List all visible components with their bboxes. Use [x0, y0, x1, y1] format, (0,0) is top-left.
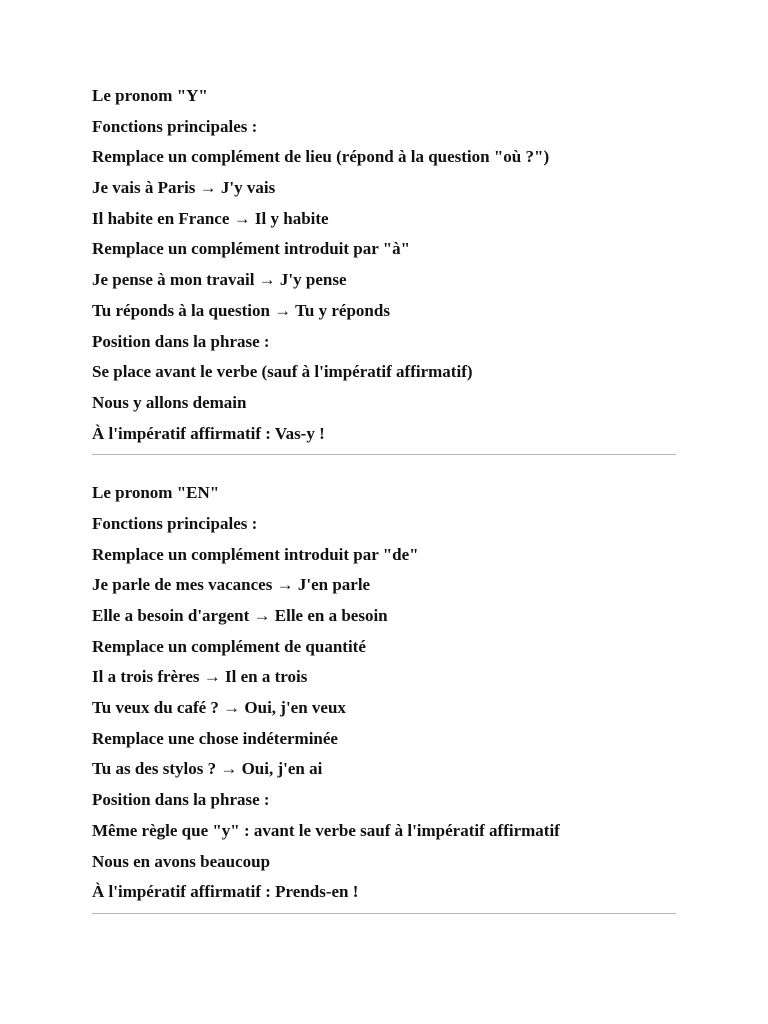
example-text: À l'impératif affirmatif : Prends-en !	[92, 882, 359, 902]
example-text: Elle a besoin d'argent → Elle en a besoin	[92, 606, 388, 625]
example-text: Il habite en France → Il y habite	[92, 208, 329, 228]
example-text: Tu réponds à la question → Tu y réponds	[92, 300, 390, 320]
document-page	[92, 85, 676, 914]
example-text: Nous en avons beaucoup	[92, 851, 271, 871]
section-divider	[92, 454, 676, 455]
section-title: Le pronom "Y"	[92, 86, 208, 105]
rule-text: Remplace un complément introduit par "à"	[92, 239, 411, 259]
section-divider	[92, 913, 676, 914]
subheading: Fonctions principales :	[92, 116, 258, 136]
section-title: Le pronom "EN"	[92, 483, 220, 503]
example-text: Tu veux du café ? → Oui, j'en veux	[92, 698, 346, 718]
section-pronom-en	[92, 482, 676, 912]
example-text: Tu as des stylos ? → Oui, j'en ai	[92, 759, 323, 779]
example-text: À l'impératif affirmatif : Vas-y !	[92, 423, 325, 443]
section-pronom-y	[92, 85, 676, 453]
rule-text: Se place avant le verbe (sauf à l'impératif affirmatif)	[92, 362, 473, 382]
example-text: Nous y allons demain	[92, 392, 247, 412]
rule-text: Remplace une chose indéterminée	[92, 728, 338, 748]
subheading: Position dans la phrase :	[92, 331, 270, 351]
subheading: Position dans la phrase :	[92, 790, 270, 810]
example-text: Il a trois frères → Il en a trois	[92, 667, 308, 687]
example-text: Je parle de mes vacances → J'en parle	[92, 575, 371, 595]
rule-text: Même règle que "y" : avant le verbe sauf à l'impératif affirmatif	[92, 820, 560, 840]
example-text: Je pense à mon travail → J'y pense	[92, 270, 347, 290]
example-text: Je vais à Paris → J'y vais	[92, 178, 276, 198]
subheading: Fonctions principales :	[92, 513, 258, 533]
rule-text: Remplace un complément de lieu (répond à la question "où ?")	[92, 147, 550, 167]
rule-text: Remplace un complément de quantité	[92, 636, 366, 656]
rule-text: Remplace un complément introduit par "de"	[92, 544, 419, 564]
